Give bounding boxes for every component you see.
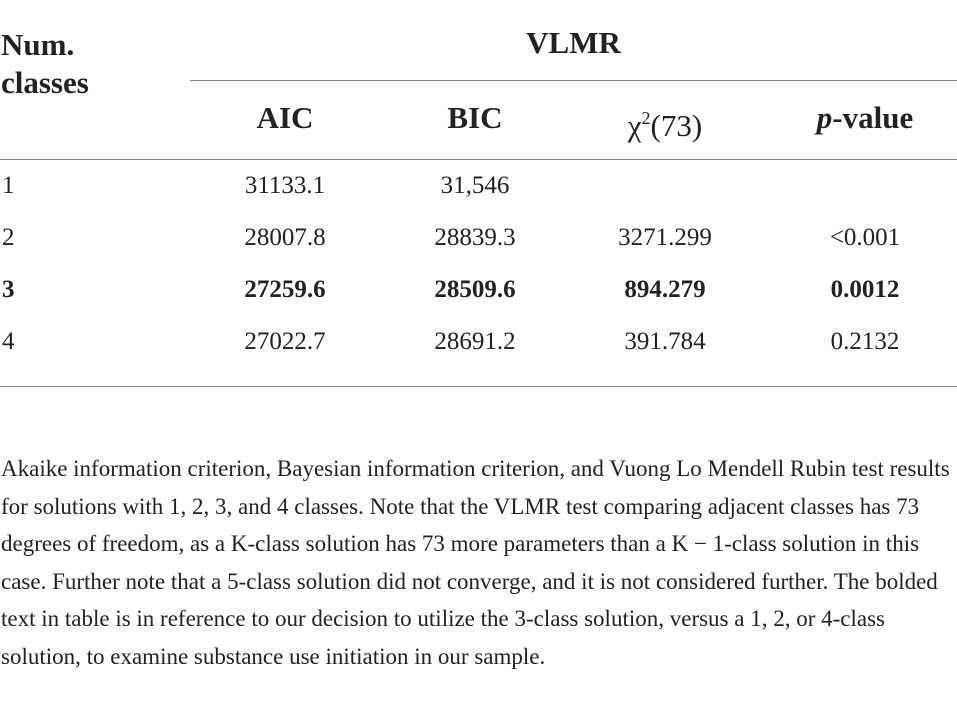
- row-label: 3: [2, 276, 15, 303]
- vlmr-underline: [190, 80, 957, 81]
- chi-df: (73): [650, 108, 703, 143]
- column-header-bic: BIC: [447, 100, 503, 135]
- chi-symbol: χ: [627, 108, 642, 143]
- cell-aic: 31133.1: [244, 172, 326, 199]
- cell-p-value: 0.0012: [830, 276, 900, 303]
- cell-chi-square: 894.279: [624, 276, 706, 303]
- cell-p-value: <0.001: [829, 224, 901, 251]
- column-header-chi-square: [595, 99, 735, 145]
- cell-p-value: 0.2132: [830, 328, 900, 355]
- cell-chi-square: 391.784: [624, 328, 706, 355]
- table-footnote: Akaike information criterion, Bayesian information criterion, and Vuong Lo Mendell Rubin test results for solutions with 1, 2, 3, and 4 classes. Note that the VLMR test comparing adjacent classes has 73 degrees of freedom, as a K-class solution has 73 more parameters than a K − 1-class solution in this case. Further note that a 5-class solution did not converge, and it is not considered further. The bolded text in table is in reference to our decision to utilize the 3-class solution, versus a 1, 2, or 4-class solution, to examine substance use initiation in our sample.: [1, 456, 950, 669]
- row-label: 4: [2, 328, 15, 355]
- row-label: 2: [2, 224, 15, 251]
- header-num-classes: Num. classes: [1, 27, 89, 100]
- header-rule: [0, 159, 957, 160]
- cell-aic: 27259.6: [244, 276, 326, 303]
- header-vlmr: VLMR: [526, 25, 621, 60]
- cell-bic: 28509.6: [434, 276, 516, 303]
- p-suffix: -value: [832, 100, 914, 135]
- cell-aic: 28007.8: [244, 224, 326, 251]
- column-header-p-value: [790, 99, 940, 137]
- p-italic: p: [816, 100, 833, 135]
- column-header-aic: AIC: [256, 100, 314, 135]
- chi-superscript: 2: [641, 108, 651, 128]
- bottom-rule: [0, 386, 957, 387]
- cell-aic: 27022.7: [244, 328, 326, 355]
- cell-bic: 28691.2: [434, 328, 516, 355]
- cell-bic: 28839.3: [434, 224, 516, 251]
- cell-bic: 31,546: [440, 172, 510, 199]
- cell-chi-square: 3271.299: [618, 224, 712, 251]
- row-label: 1: [2, 172, 15, 199]
